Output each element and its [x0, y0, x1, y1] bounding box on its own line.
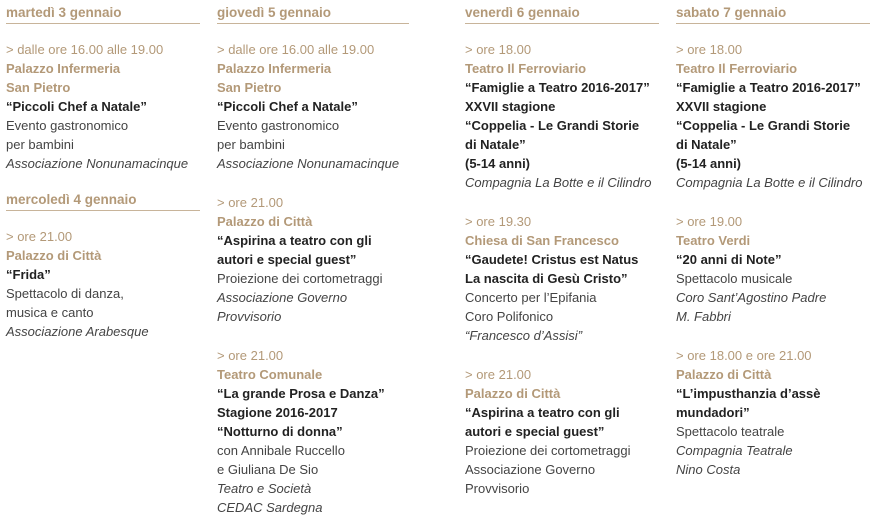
- event-title: “Aspirina a teatro con gli: [217, 233, 372, 248]
- event-item: [6, 40, 200, 173]
- event-organizer: M. Fabbri: [676, 309, 731, 324]
- event-description: Concerto per l’Epifania: [465, 290, 597, 305]
- event-item: [217, 346, 409, 517]
- event-description: Spettacolo teatrale: [676, 424, 785, 439]
- event-title: “Coppelia - Le Grandi Storie: [676, 118, 851, 133]
- event-description: Provvisorio: [465, 481, 530, 496]
- event-organizer: Associazione Arabesque: [6, 324, 149, 339]
- event-title: “Coppelia - Le Grandi Storie: [465, 118, 640, 133]
- event-organizer: Compagnia La Botte e il Cilindro: [676, 175, 863, 190]
- column-3: [465, 0, 659, 518]
- event-title: Stagione 2016-2017: [217, 405, 338, 420]
- event-venue: Palazzo Infermeria: [217, 61, 332, 76]
- event-title: autori e special guest”: [465, 424, 605, 439]
- event-description: e Giuliana De Sio: [217, 462, 319, 477]
- event-venue: Palazzo di Città: [676, 367, 772, 382]
- event-list: [6, 211, 200, 341]
- event-title: “Famiglie a Teatro 2016-2017”: [676, 80, 861, 95]
- event-item: [465, 365, 659, 498]
- event-title: XXVII stagione: [676, 99, 767, 114]
- day-header: mercoledì 4 gennaio: [6, 190, 200, 211]
- event-item: [676, 212, 870, 326]
- event-time: > ore 21.00: [217, 348, 284, 363]
- day-section: [217, 3, 409, 517]
- day-header: venerdì 6 gennaio: [465, 3, 659, 24]
- event-item: [465, 40, 659, 192]
- event-description: musica e canto: [6, 305, 94, 320]
- day-header: sabato 7 gennaio: [676, 3, 870, 24]
- event-item: [465, 212, 659, 345]
- event-title: (5-14 anni): [676, 156, 742, 171]
- event-title: “Gaudete! Cristus est Natus: [465, 252, 639, 267]
- event-title: “Aspirina a teatro con gli: [465, 405, 620, 420]
- event-organizer: “Francesco d’Assisi”: [465, 328, 583, 343]
- event-title: “20 anni di Note”: [676, 252, 782, 267]
- day-header: martedì 3 gennaio: [6, 3, 200, 24]
- event-description: per bambini: [6, 137, 74, 152]
- event-description: Coro Polifonico: [465, 309, 554, 324]
- event-title: di Natale”: [676, 137, 737, 152]
- event-venue: Teatro Comunale: [217, 367, 323, 382]
- event-description: per bambini: [217, 137, 285, 152]
- event-item: [6, 227, 200, 341]
- event-title: XXVII stagione: [465, 99, 556, 114]
- event-item: [676, 346, 870, 479]
- column-2: [217, 0, 409, 531]
- event-venue-text: Teatro Il Ferroviario: [465, 61, 587, 76]
- event-title: La nascita di Gesù Cristo”: [465, 271, 628, 286]
- day-section: [6, 190, 200, 341]
- event-time: > ore 18.00: [465, 42, 532, 57]
- column-1: [6, 0, 200, 361]
- event-venue: Palazzo di Città: [217, 214, 313, 229]
- day-section: [6, 3, 200, 173]
- event-list: [6, 24, 200, 173]
- event-description: Evento gastronomico: [6, 118, 129, 133]
- event-venue: Teatro Il Ferroviario: [676, 61, 798, 76]
- event-title: “Notturno di donna”: [217, 424, 343, 439]
- event-title: mundadori”: [676, 405, 750, 420]
- event-organizer: Compagnia La Botte e il Cilindro: [465, 175, 652, 190]
- event-description: con Annibale Ruccello: [217, 443, 345, 458]
- event-description: Proiezione dei cortometraggi: [465, 443, 631, 458]
- event-organizer: Teatro e Società: [217, 481, 312, 496]
- event-description: Spettacolo di danza,: [6, 286, 124, 301]
- event-title: “Famiglie a Teatro 2016-2017”: [465, 80, 650, 95]
- event-title: “Frida”: [6, 267, 51, 282]
- event-organizer: Nino Costa: [676, 462, 741, 477]
- column-4: [676, 0, 870, 499]
- event-time: > ore 19.30: [465, 214, 532, 229]
- event-time: > dalle ore 16.00 alle 19.00: [217, 42, 375, 57]
- event-organizer: Associazione Nonunamacinque: [217, 156, 400, 171]
- event-list: [465, 24, 659, 498]
- event-description: Proiezione dei cortometraggi: [217, 271, 383, 286]
- event-title: “La grande Prosa e Danza”: [217, 386, 385, 401]
- event-venue: Teatro Verdi: [676, 233, 751, 248]
- event-description: Evento gastronomico: [217, 118, 340, 133]
- event-venue: Palazzo di Città: [465, 386, 561, 401]
- event-time: > ore 21.00: [217, 195, 284, 210]
- event-title: autori e special guest”: [217, 252, 357, 267]
- event-description: Associazione Governo: [465, 462, 596, 477]
- event-time: > dalle ore 16.00 alle 19.00: [6, 42, 164, 57]
- event-organizer: Associazione Nonunamacinque: [6, 156, 189, 171]
- event-item: [217, 40, 409, 173]
- event-title: “Piccoli Chef a Natale”: [217, 99, 358, 114]
- day-header: giovedì 5 gennaio: [217, 3, 409, 24]
- event-title: (5-14 anni): [465, 156, 531, 171]
- event-item: [217, 193, 409, 326]
- event-venue: San Pietro: [217, 80, 282, 95]
- event-title: “Piccoli Chef a Natale”: [6, 99, 147, 114]
- event-venue: Palazzo di Città: [6, 248, 102, 263]
- event-venue: San Pietro: [6, 80, 71, 95]
- day-section: [676, 3, 870, 479]
- event-time: > ore 19.00: [676, 214, 743, 229]
- event-title: “L’impusthanzia d’assè: [676, 386, 821, 401]
- event-list: [676, 24, 870, 479]
- day-section: [465, 3, 659, 498]
- event-title: di Natale”: [465, 137, 526, 152]
- event-venue[interactable]: [465, 59, 659, 78]
- event-organizer: Provvisorio: [217, 309, 282, 324]
- event-time: > ore 18.00: [676, 42, 743, 57]
- event-item: [676, 40, 870, 192]
- event-organizer: Coro Sant’Agostino Padre: [676, 290, 827, 305]
- event-time: > ore 21.00: [465, 367, 532, 382]
- event-venue: Chiesa di San Francesco: [465, 233, 619, 248]
- event-organizer: Compagnia Teatrale: [676, 443, 793, 458]
- event-organizer: CEDAC Sardegna: [217, 500, 323, 515]
- event-time: > ore 18.00 e ore 21.00: [676, 348, 812, 363]
- event-list: [217, 24, 409, 517]
- event-venue: Palazzo Infermeria: [6, 61, 121, 76]
- event-description: Spettacolo musicale: [676, 271, 793, 286]
- event-organizer: Associazione Governo: [217, 290, 348, 305]
- event-time: > ore 21.00: [6, 229, 73, 244]
